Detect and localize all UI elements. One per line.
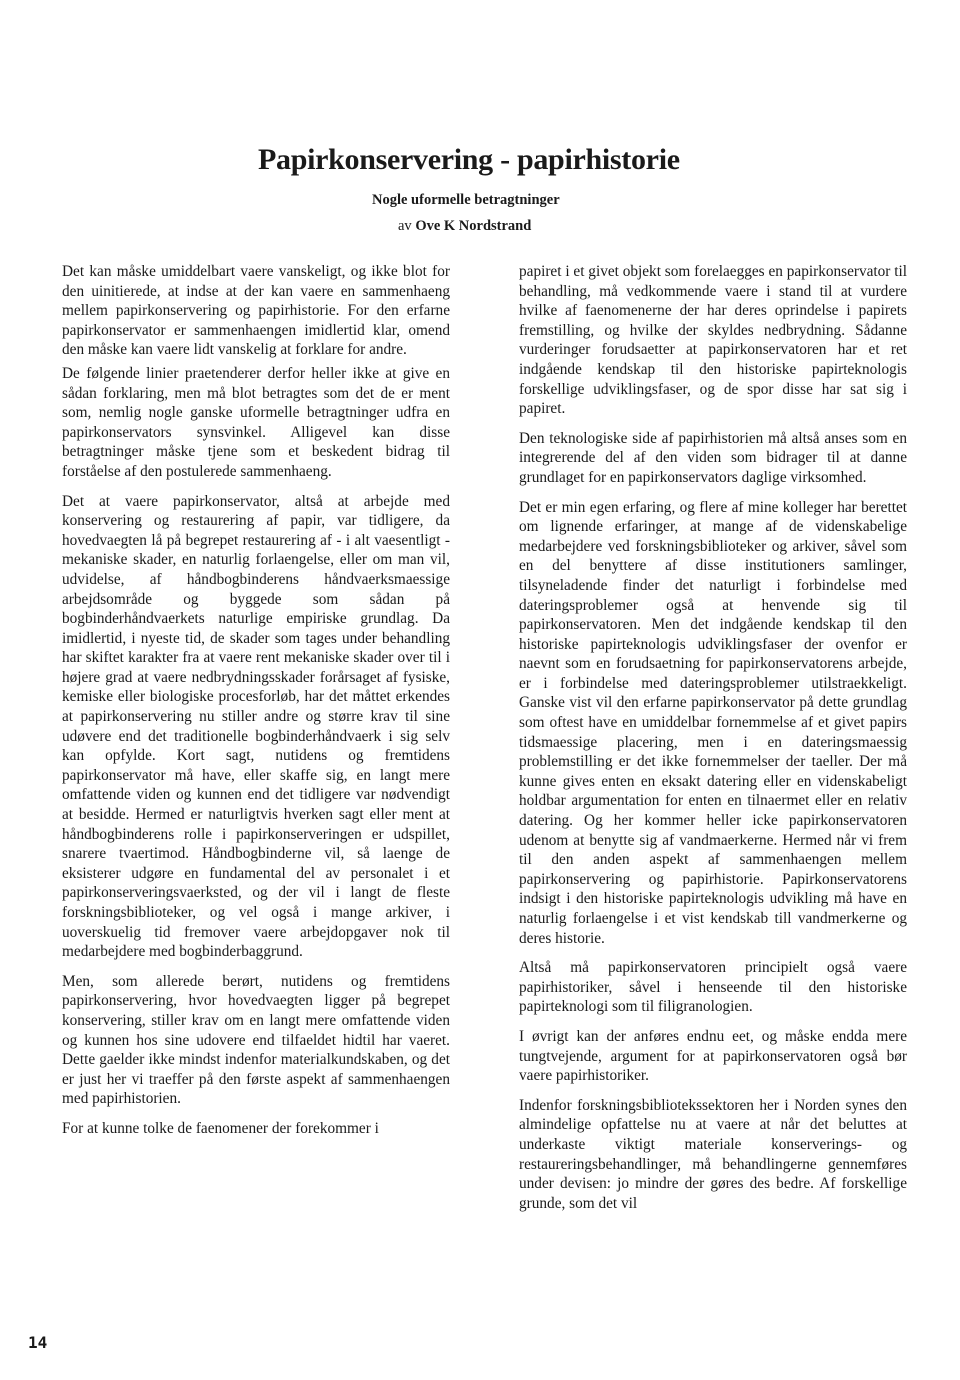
paragraph: papiret i et givet objekt som forelaegges en papirkonservator til behandling, må vedkommende vaere i stand til at vurdere hvilke af faenomenerne der har deres oprindelse i papirets fremstilling, og hvilke der skyldes nedbrydning. Sådanne vurderinger forudsaetter at papirkonservatoren har et ret indgående kendskap til den historiske papirteknologis forskellige udviklingsfaser, og de spor disse har sat sig i papiret. (519, 263, 907, 418)
paragraph: Men, som allerede berørt, nutidens og fremtidens papirkonservering, hvor hovedvaegten ligger på begrepet konservering, stiller krav om en langt mere omfattende viden og kunnen hos sine udovere end tilfaeldet hidtil har vaeret. Dette gaelder ikke mindst indenfor materialkundskaben, og det er just her vi traeffer på den første aspekt af sammenhaengen med papirhistorien. (62, 972, 450, 1108)
paragraph: Det at vaere papirkonservator, altså at arbejde med konservering og restaurering af papir, var tidligere, da hovedvaegten lå på begrepet restaurering af - i alt vaesentligt - mekaniske skader, en naturlig forlaengelse, eller om man vil, udvidelse, af håndbogbinderens håndvaerksmaessige arbejdsområde og byggede som sådan på bogbinderhåndvaerkets naturlige empiriske grundlag. Da imidlertid, i nyeste tid, de skader som tages under behandling har skiftet karakter fra at vaere rent mekaniske skader over til i højere grad at vaere nedbrydningsskader forårsaget af fysiske, kemiske eller biologiske procesforløb, har det måttet erkendes at papirkonservering nu stiller andre og større krav til sine udøvere end det traditionelle bogbinderhåndvaerk i sig selv kan opfylde. Kort sagt, nutidens og fremtidens papirkonservator må have, eller skaffe sig, en langt mere omfattende viden og kunnen end det tidligere var nødvendigt at besidde. Hermed er naturligtvis hverken sagt eller ment at håndbogbinderens rolle i papirkonserveringen er udspillet, snarere tvaertimod. Håndbogbinderne vil, så laenge de eksisterer udgøre en fundamental del av personalet i et papirkonserveringsvaerksted, og der vil i langt de fleste forskningsbiblioteker, og vel også i mange arkiver, i uoverskuelig tid fremover vaere arbejdopgaver nok til medarbejdere med bogbinderbaggrund. (62, 492, 450, 961)
article-title: Papirkonservering - papirhistorie (258, 143, 680, 176)
right-column (519, 262, 907, 1223)
paragraph: Den teknologiske side af papirhistorien må altså anses som en integrerende del af den viden som bidrager til at danne grundlaget for en papirkonservators daglige virksomhed. (519, 429, 907, 486)
paragraph: For at kunne tolke de faenomener der forekommer i (62, 1119, 379, 1137)
byline-prefix: av (398, 218, 412, 234)
paragraph: Det kan måske umiddelbart vaere vanskeligt, og ikke blot for den uinitierede, at indse at der kan vaere en sammenhaeng mellem papirkonservering og papirhistorie. For den erfarne papirkonservator er sammenhaengen imidlertid klar, omend den måske kan vaere lidt vanskelig at forklare for andre. (62, 263, 450, 359)
article-subtitle: Nogle uformelle betragtninger (372, 192, 560, 208)
byline (398, 218, 531, 235)
paragraph: De følgende linier praetenderer derfor heller ikke at give en sådan forklaring, men må blot betragtes som det de er ment som, nemlig nogle ganske uformelle betragtninger udfra en papirkonservators synsvinkel. Alligevel kan disse betragtninger måske tjene som et beskedent bidrag til forståelse af den postulerede sammenhaeng. (62, 364, 450, 480)
author-name: Ove K Nordstrand (415, 218, 532, 234)
paragraph: Det er min egen erfaring, og flere af mine kolleger har berettet om lignende erfaringer, at mange af de videnskabelige medarbejdere ved forskningsbiblioteker og arkiver, såvel som en del benyttere af disse institutioners samlinger, tilsyneladende finder det naturligt i forbindelse med dateringsproblemer også at henvende sig til papirkonservatoren. Men det indgående kendskap til den historiske papirteknologis udviklingsfaser der ovenfor er naevnt som en forudsaetning for papirkonservatorens arbejde, er i forbindelse med dateringsproblemer utilstraekkeligt. Ganske vist vil den erfarne papirkonservator på dette grundlag som oftest have en umiddelbar fornemmelse af et givet papirs tidsmaessige placering, men i en dateringsmaessig problemstilling er det ikke fornemmelser der taeller. Der må kunne gives enten en eksakt datering eller en videnskabeligt holdbar argumentation for enten en tilnaermet eller en relativ datering. Og her kommer heller icke papirkonservatoren udenom at benytte sig af vandmaerkerne. Hermed når vi frem til den anden aspekt af sammenhaengen mellem papirkonservering og papirhistorie. Papirkonservatorens indsigt i den historiske papirteknologis udvikling må have en naturlig forlaengelse i et vist kendskab till vandmerkerne og deres historie. (519, 498, 907, 947)
paragraph: Indenfor forskningsbibliotekssektoren her i Norden synes den almindelige opfattelse nu at vaere at når det beluttes at underkaste viktigt materiale konserverings- og restaureringsbehandlinger, må behandlingerne gennemføres under devisen: jo mindre der gøres des bedre. Af forskellige grunde, som det vil (519, 1096, 907, 1212)
paragraph: Altså må papirkonservatoren principielt også vaere papirhistoriker, såvel i henseende til den historiske papirteknologi som til filigranologien. (519, 959, 907, 1016)
left-column (62, 262, 450, 1149)
paragraph: I øvrigt kan der anføres endnu eet, og måske endda mere tungtvejende, argument for at papirkonservatoren også bør vaere papirhistoriker. (519, 1027, 907, 1085)
page-number: 14 (28, 1333, 48, 1352)
